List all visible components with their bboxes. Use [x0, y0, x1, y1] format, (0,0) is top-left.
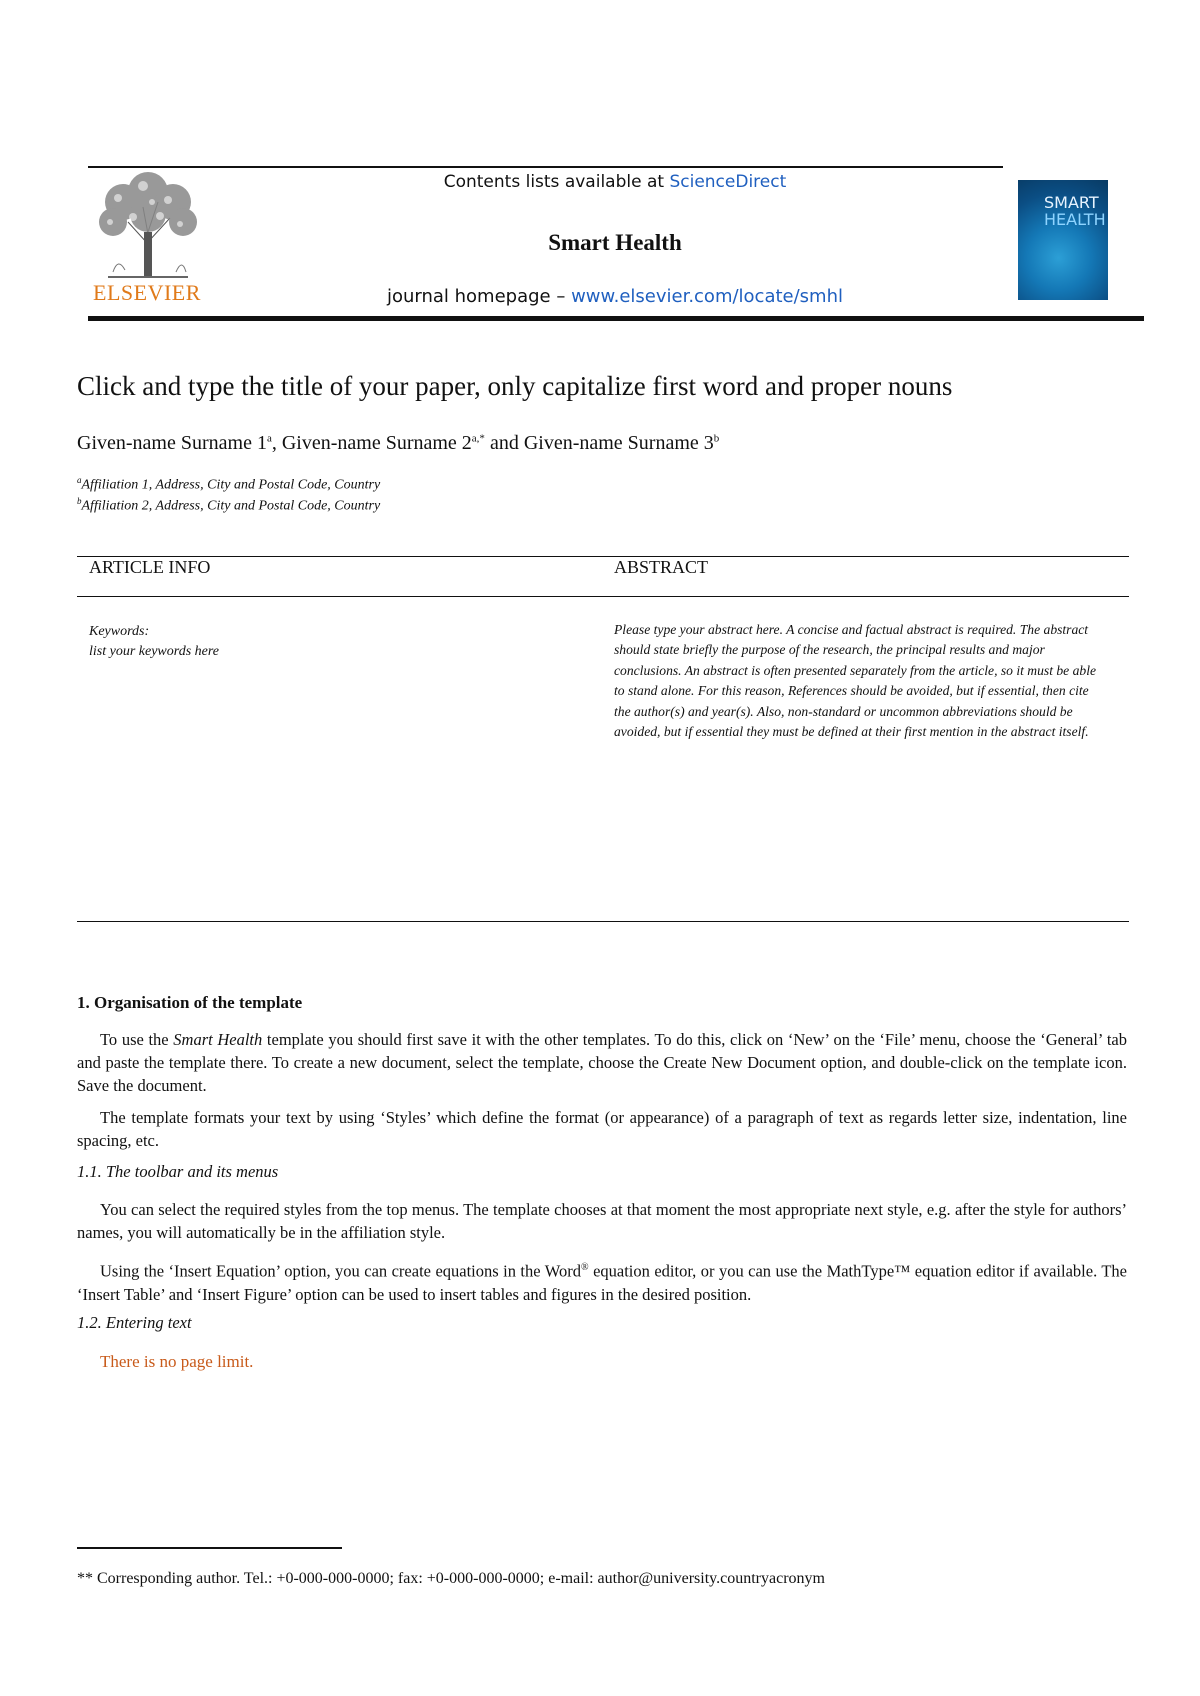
- footnote: [77, 1570, 825, 1588]
- body-paragraph: [77, 1106, 1127, 1152]
- cover-title: [1044, 194, 1106, 228]
- info-mid-rule: [77, 596, 1129, 597]
- affiliation: [77, 496, 380, 515]
- page-limit-note: There is no page limit.: [100, 1352, 254, 1371]
- elsevier-wordmark: ELSEVIER: [93, 280, 201, 305]
- journal-cover: [1018, 180, 1108, 300]
- author-sep: ,: [271, 432, 282, 454]
- affiliation-text: Affiliation 2, Address, City and Postal Code, Country: [81, 498, 381, 514]
- cover-title-line2: HEALTH: [1044, 210, 1106, 229]
- info-top-rule: [77, 556, 1129, 557]
- header-top-rule: [88, 166, 1003, 168]
- author-sup: b: [713, 432, 720, 445]
- author-name: Given-name Surname 2: [281, 432, 472, 454]
- author-sup: a: [266, 432, 272, 445]
- article-info-heading: ARTICLE INFO: [89, 557, 211, 577]
- contents-prefix: Contents lists available at: [443, 172, 670, 192]
- journal-emphasis: Smart Health: [173, 1030, 263, 1049]
- para-text: template you should first save it with the other templates. To do this, click on ‘New’ on the ‘File’ menu, choose the ‘General’ tab and paste the template there. To create a new document, select the template, choose the Create New Document option, and double-click on the template icon. Save the document.: [77, 1030, 1127, 1095]
- keywords-label: Keywords:: [89, 624, 150, 639]
- cover-title-line1: SMART: [1044, 193, 1099, 212]
- author-sup: a,*: [471, 432, 485, 445]
- keywords-value: list your keywords here: [89, 644, 219, 659]
- homepage-line: [300, 286, 930, 307]
- journal-name: Smart Health: [548, 230, 682, 255]
- registered-mark: ®: [581, 1262, 589, 1273]
- body-paragraph: [77, 1028, 1127, 1097]
- affiliation-text: Affiliation 1, Address, City and Postal Code, Country: [81, 477, 381, 493]
- body-paragraph: [77, 1198, 1127, 1244]
- contents-line: [300, 172, 930, 192]
- sciencedirect-link[interactable]: ScienceDirect: [669, 172, 787, 192]
- homepage-prefix: journal homepage –: [386, 286, 572, 307]
- affiliation-sup: b: [77, 496, 82, 506]
- homepage-link[interactable]: www.elsevier.com/locate/smhl: [571, 286, 844, 307]
- author-name: Given-name Surname 3: [523, 432, 714, 454]
- author-name: Given-name Surname 1: [77, 432, 267, 454]
- footnote-text: Corresponding author. Tel.: +0-000-000-0000; fax: +0-000-000-0000; e-mail: author@university.countryacronym: [93, 1570, 825, 1587]
- header-bottom-rule: [88, 316, 1144, 321]
- keywords-block: [89, 622, 219, 662]
- info-bottom-rule: [77, 921, 1129, 922]
- affiliation-sup: a: [77, 475, 82, 485]
- footnote-rule: [77, 1547, 342, 1549]
- section-heading: 1. Organisation of the template: [77, 993, 303, 1012]
- para-text: Using the ‘Insert Equation’ option, you can create equations in the Word: [100, 1261, 581, 1281]
- para-text: The template formats your text by using ‘Styles’ which define the format (or appearance) of a paragraph of text as regards letter size, indentation, line spacing, etc.: [77, 1108, 1127, 1150]
- para-text: equation editor, or you can use the MathType™ equation editor if available. The ‘Insert Table’ and ‘Insert Figure’ option can be used to insert tables and figures in the desired position.: [77, 1261, 1127, 1304]
- subsection-heading: 1.1. The toolbar and its menus: [77, 1162, 279, 1181]
- paper-title: Click and type the title of your paper, only capitalize first word and proper nouns: [77, 371, 953, 401]
- para-text: To use the: [100, 1030, 174, 1049]
- abstract-text: Please type your abstract here. A concise and factual abstract is required. The abstract should state briefly the purpose of the research, the principal results and major conclusions. An abstract is often presented separately from the article, so it must be able to stand alone. For this reason, References should be avoided, but if essential, then cite the author(s) and year(s). Also, non-standard or uncommon abbreviations should be avoided, but if essential they must be defined at their first mention in the abstract itself.: [614, 622, 1097, 740]
- affiliation: [77, 475, 380, 494]
- author-list: [77, 432, 719, 455]
- tree-icon: [88, 172, 206, 282]
- subsection-heading: 1.2. Entering text: [77, 1313, 192, 1332]
- footnote-mark: **: [77, 1570, 93, 1587]
- body-paragraph: [77, 1256, 1127, 1306]
- author-sep: and: [484, 432, 524, 454]
- abstract-heading: ABSTRACT: [614, 557, 709, 577]
- para-text: You can select the required styles from the top menus. The template chooses at that moment the most appropriate next style, e.g. after the style for authors’ names, you will automatically be in the affiliation style.: [77, 1200, 1127, 1242]
